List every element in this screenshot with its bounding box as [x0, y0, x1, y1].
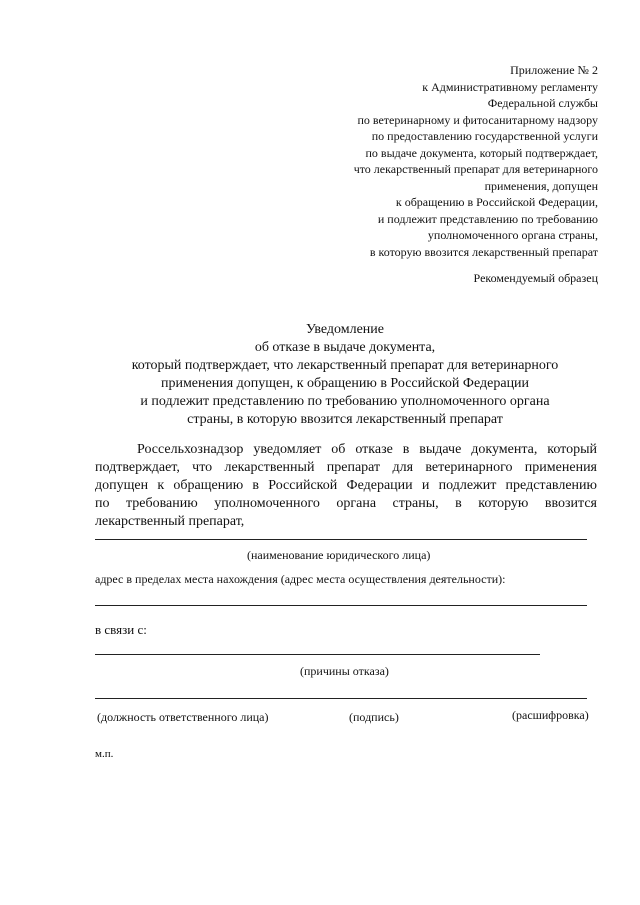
title-line: который подтверждает, что лекарственный препарат для ветеринарного: [131, 358, 559, 373]
appendix-line: по ветеринарному и фитосанитарному надзору: [357, 112, 598, 127]
body-line: по требованию уполномоченного органа страны, в которую ввозится: [95, 496, 597, 511]
notification-body: [95, 441, 597, 531]
decoding-caption: (расшифровка): [512, 708, 589, 722]
document-title: [95, 321, 595, 429]
appendix-line: Приложение № 2: [510, 63, 598, 77]
reason-label: в связи с:: [95, 622, 147, 637]
body-line: подтверждает, что лекарственный препарат для ветеринарного применения: [95, 460, 597, 475]
recommended-sample-label: Рекомендуемый образец: [473, 271, 598, 285]
title-line: применения допущен, к обращению в Российской Федерации: [160, 376, 530, 391]
appendix-line: что лекарственный препарат для ветеринарного: [353, 162, 598, 176]
address-label: адрес в пределах места нахождения (адрес места осуществления деятельности):: [95, 572, 506, 586]
appendix-header: [278, 62, 598, 260]
body-line: Россельхознадзор уведомляет об отказе в выдаче документа, который: [137, 442, 597, 457]
title-line: страны, в которую ввозится лекарственный препарат: [187, 412, 503, 427]
position-caption: (должность ответственного лица): [97, 710, 269, 724]
title-line: Уведомление: [305, 322, 384, 337]
reason-caption: (причины отказа): [300, 664, 389, 678]
address-line[interactable]: [95, 605, 587, 606]
appendix-line: применения, допущен: [484, 178, 598, 193]
appendix-line: к Административному регламенту: [422, 79, 598, 94]
body-line: допущен к обращению в Российской Федерации и подлежит представлению: [95, 478, 597, 493]
legal-entity-line[interactable]: [95, 539, 587, 540]
body-line: лекарственный препарат,: [95, 514, 245, 529]
appendix-line: уполномоченного органа страны,: [427, 228, 598, 242]
legal-entity-caption: (наименование юридического лица): [247, 548, 431, 562]
reason-line[interactable]: [95, 654, 540, 655]
appendix-line: Федеральной службы: [487, 96, 598, 110]
signature-line[interactable]: [95, 698, 587, 699]
appendix-line: по выдаче документа, который подтверждает,: [365, 145, 598, 160]
appendix-line: к обращению в Российской Федерации,: [395, 195, 598, 209]
title-line: об отказе в выдаче документа,: [254, 340, 436, 355]
signature-caption: (подпись): [349, 710, 399, 724]
appendix-line: по предоставлению государственной услуги: [371, 129, 598, 143]
title-line: и подлежит представлению по требованию уполномоченного органа: [140, 394, 550, 409]
appendix-line: и подлежит представлению по требованию: [377, 211, 598, 226]
seal-label: м.п.: [95, 748, 114, 760]
appendix-line: в которую ввозится лекарственный препарат: [369, 244, 598, 259]
